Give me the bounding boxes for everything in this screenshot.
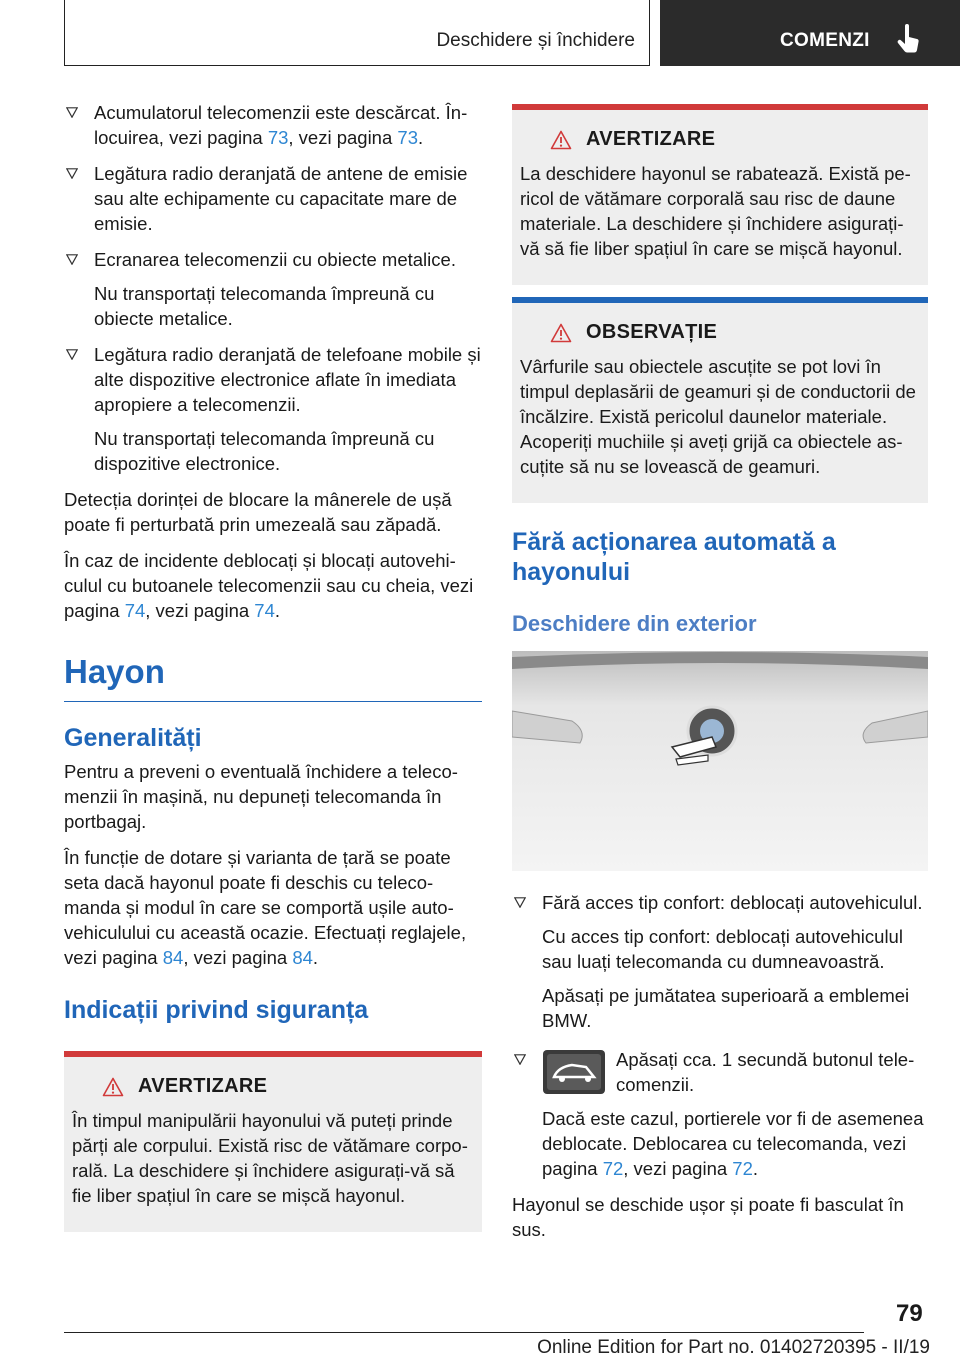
paragraph: În caz de incidente deblocați și blocați autovehiculul cu butoanele telecomenzii sau cu cheia, vezi pagina 74, vezi pagina 74. [64,550,474,621]
page-link[interactable]: 73 [267,127,289,148]
section-title: Deschidere și închidere [436,30,635,51]
warning-triangle-icon [102,1077,124,1097]
paragraph: Hayonul se deschide ușor și poate fi basculat în sus. [512,1194,904,1240]
list-item: Legătura radio deranjată de telefoane mobile și alte dispozitive electronice aflate în imediata apropiere a telecomenzii. Nu transportați telecomanda împreună cu dispozitive electronice. [64,342,482,476]
paragraph: În funcție de dotare și varianta de țară se poate seta dacă hayonul poate fi deschis cu telecomanda și modul în care se comportă ușile autovehiculului cu această ocazie. Efectuați reglajele, vezi pagina 84, vezi pagina 84. [64,847,467,968]
note-title: OBSERVAȚIE [586,321,718,343]
section-heading: Indicații privind siguranța [64,996,369,1024]
note-box [512,297,928,503]
right-column [512,104,928,1253]
triangle-bullet-icon [66,254,78,265]
page-link[interactable]: 74 [124,600,146,621]
page-link[interactable]: 72 [732,1158,753,1179]
triangle-bullet-icon [66,107,78,118]
header-category-box [660,0,960,66]
triangle-bullet-icon [514,1054,526,1065]
page-link[interactable]: 74 [254,600,275,621]
list-item: Fără acces tip confort: deblocați autovehiculul. Cu acces tip confort: deblocați autovehiculul sau luați telecomanda cu dumneavoastră. Apăsați pe jumătatea superioară a emblemei BMW. [512,890,928,1033]
page-link[interactable]: 73 [397,127,418,148]
paragraph: Pentru a preveni o eventuală închidere a telecomenzii în mașină, nu depuneți telecomanda în portbagaj. [64,761,458,832]
warning-title: AVERTIZARE [138,1075,268,1097]
subsection-heading: Deschidere din exterior [512,611,757,636]
edition-note: Online Edition for Part no. 01402720395 - II/19 [537,1337,930,1358]
page-link[interactable]: 84 [292,947,313,968]
header-section-box [64,0,650,66]
list-item: Acumulatorul telecomenzii este descărcat. Înlocuirea, vezi pagina 73, vezi pagina 73. [64,100,482,150]
page-link[interactable]: 84 [162,947,184,968]
pointing-hand-icon [896,24,920,54]
list-item: Legătura radio deranjată de antene de emisie sau alte echipamente cu capacitate mare de emisie. [64,161,482,236]
paragraph: Dacă este cazul, portierele vor fi de asemenea deblocate. Deblocarea cu telecomanda, vezi pagina 72, vezi pagina 72. [542,1108,924,1179]
notice-triangle-icon [550,323,572,343]
category-title: COMENZI [780,30,870,51]
warning-text: La deschidere hayonul se rabatează. Există pericol de vătămare corporală sau risc de daune materiale. La deschidere și închidere asigurați-vă să fie liber spațiul în care se mișcă hayonul. [520,163,911,259]
warning-text: În timpul manipulării hayonului vă puteți prinde părți ale corpului. Există risc de vătămare corporală. La deschidere și închidere asigurați-vă să fie liber spațiul în care se mișcă hayonul. [72,1110,468,1206]
remote-tailgate-button-icon [542,1049,606,1095]
page-number: 79 [896,1300,923,1327]
page-link[interactable]: 72 [602,1158,624,1179]
triangle-bullet-icon [66,349,78,360]
list-item: Ecranarea telecomenzii cu obiecte metalice. Nu transportați telecomanda împreună cu obiecte metalice. [64,247,482,331]
chapter-heading: Hayon [64,653,482,702]
warning-box [512,104,928,285]
section-heading: Generalități [64,724,202,752]
warning-box [64,1051,482,1232]
tailgate-emblem-photo [512,651,928,871]
list-item: Apăsați cca. 1 secundă butonul telecomenzii. [512,1047,928,1097]
footer-divider [64,1332,864,1333]
triangle-bullet-icon [514,897,526,908]
note-text: Vârfurile sau obiectele ascuțite se pot lovi în timpul deplasării de geamuri și de conductorii de încălzire. Există pericolul daunelor materiale. Acoperiți muchiile și aveți grijă ca obiectele ascuțite să nu se lovească de geamuri. [520,356,916,477]
triangle-bullet-icon [66,168,78,179]
section-heading: Fără acționarea automată a hayonului [512,528,836,586]
warning-triangle-icon [550,130,572,150]
left-column [64,100,482,1232]
paragraph: Detecția dorinței de blocare la mânerele de ușă poate fi perturbată prin umezeală sau zăpadă. [64,489,452,535]
warning-title: AVERTIZARE [586,128,716,150]
